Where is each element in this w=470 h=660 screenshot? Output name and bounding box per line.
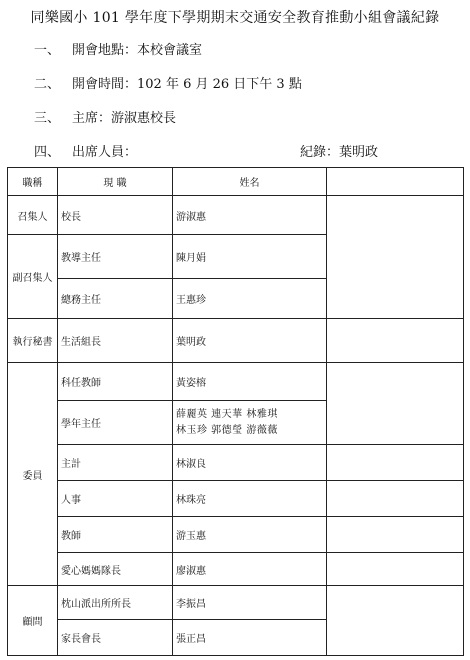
name-line: 林玉珍 郭德瑩 游薇薇 <box>176 424 278 436</box>
duty-cell: 枕山派出所所長 <box>58 586 173 620</box>
info-attendees-number: 四、 <box>34 145 61 160</box>
blank-cell <box>327 445 464 481</box>
duty-cell: 生活組長 <box>58 319 173 363</box>
info-venue-number: 一、 <box>34 43 61 58</box>
blank-cell <box>327 517 464 553</box>
name-cell: 林淑良 <box>173 445 327 481</box>
blank-cell <box>327 481 464 517</box>
blank-cell <box>327 553 464 586</box>
name-line: 薛麗英 連天華 林雅琪 <box>176 408 278 420</box>
name-cell-multi <box>173 401 327 445</box>
duty-cell: 愛心媽媽隊長 <box>58 553 173 586</box>
name-cell: 陳月娟 <box>173 235 327 279</box>
info-attendees <box>34 141 137 160</box>
duty-cell: 教師 <box>58 517 173 553</box>
info-chair-number: 三、 <box>34 111 61 126</box>
document-title: 同樂國小 101 學年度下學期期末交通安全教育推動小組會議紀錄 <box>30 10 440 26</box>
table-row <box>8 517 464 553</box>
table-header-row <box>8 168 464 196</box>
name-cell: 廖淑惠 <box>173 553 327 586</box>
duty-cell: 學年主任 <box>58 401 173 445</box>
name-cell: 王惠珍 <box>173 279 327 319</box>
table-row <box>8 319 464 363</box>
name-cell: 張正昌 <box>173 620 327 656</box>
name-cell: 黃姿榕 <box>173 363 327 401</box>
role-cell: 顧問 <box>8 586 58 656</box>
name-cell: 葉明政 <box>173 319 327 363</box>
table-row <box>8 445 464 481</box>
info-time <box>34 73 302 92</box>
duty-cell: 家長會長 <box>58 620 173 656</box>
attendee-table <box>7 167 464 656</box>
duty-cell: 科任教師 <box>58 363 173 401</box>
role-cell: 執行秘書 <box>8 319 58 363</box>
info-time-number: 二、 <box>34 77 61 92</box>
info-chair-text: 主席：游淑惠校長 <box>72 111 177 126</box>
duty-cell: 校長 <box>58 196 173 235</box>
name-cell: 李振昌 <box>173 586 327 620</box>
header-role: 職稱 <box>8 168 58 196</box>
blank-cell <box>327 196 464 319</box>
role-cell: 副召集人 <box>8 235 58 319</box>
info-attendees-text: 出席人員： <box>72 145 138 160</box>
info-venue-text: 開會地點：本校會議室 <box>72 43 203 58</box>
duty-cell: 總務主任 <box>58 279 173 319</box>
blank-cell <box>327 363 464 445</box>
table-row <box>8 553 464 586</box>
duty-cell: 教導主任 <box>58 235 173 279</box>
header-duty: 現 職 <box>58 168 173 196</box>
role-cell: 召集人 <box>8 196 58 235</box>
info-chair <box>34 107 176 126</box>
header-name: 姓名 <box>173 168 327 196</box>
table-row <box>8 481 464 517</box>
duty-cell: 主計 <box>58 445 173 481</box>
blank-cell <box>327 319 464 363</box>
name-cell: 游玉惠 <box>173 517 327 553</box>
role-cell: 委員 <box>8 363 58 586</box>
table-row <box>8 363 464 401</box>
recorder: 紀錄：葉明政 <box>300 145 379 160</box>
header-extra <box>327 168 464 196</box>
name-cell: 林珠亮 <box>173 481 327 517</box>
info-venue <box>34 39 202 58</box>
duty-cell: 人事 <box>58 481 173 517</box>
table-row <box>8 586 464 620</box>
table-row <box>8 196 464 235</box>
info-time-text: 開會時間：102 年 6 月 26 日下午 3 點 <box>72 77 302 92</box>
name-cell: 游淑惠 <box>173 196 327 235</box>
blank-cell <box>327 586 464 656</box>
